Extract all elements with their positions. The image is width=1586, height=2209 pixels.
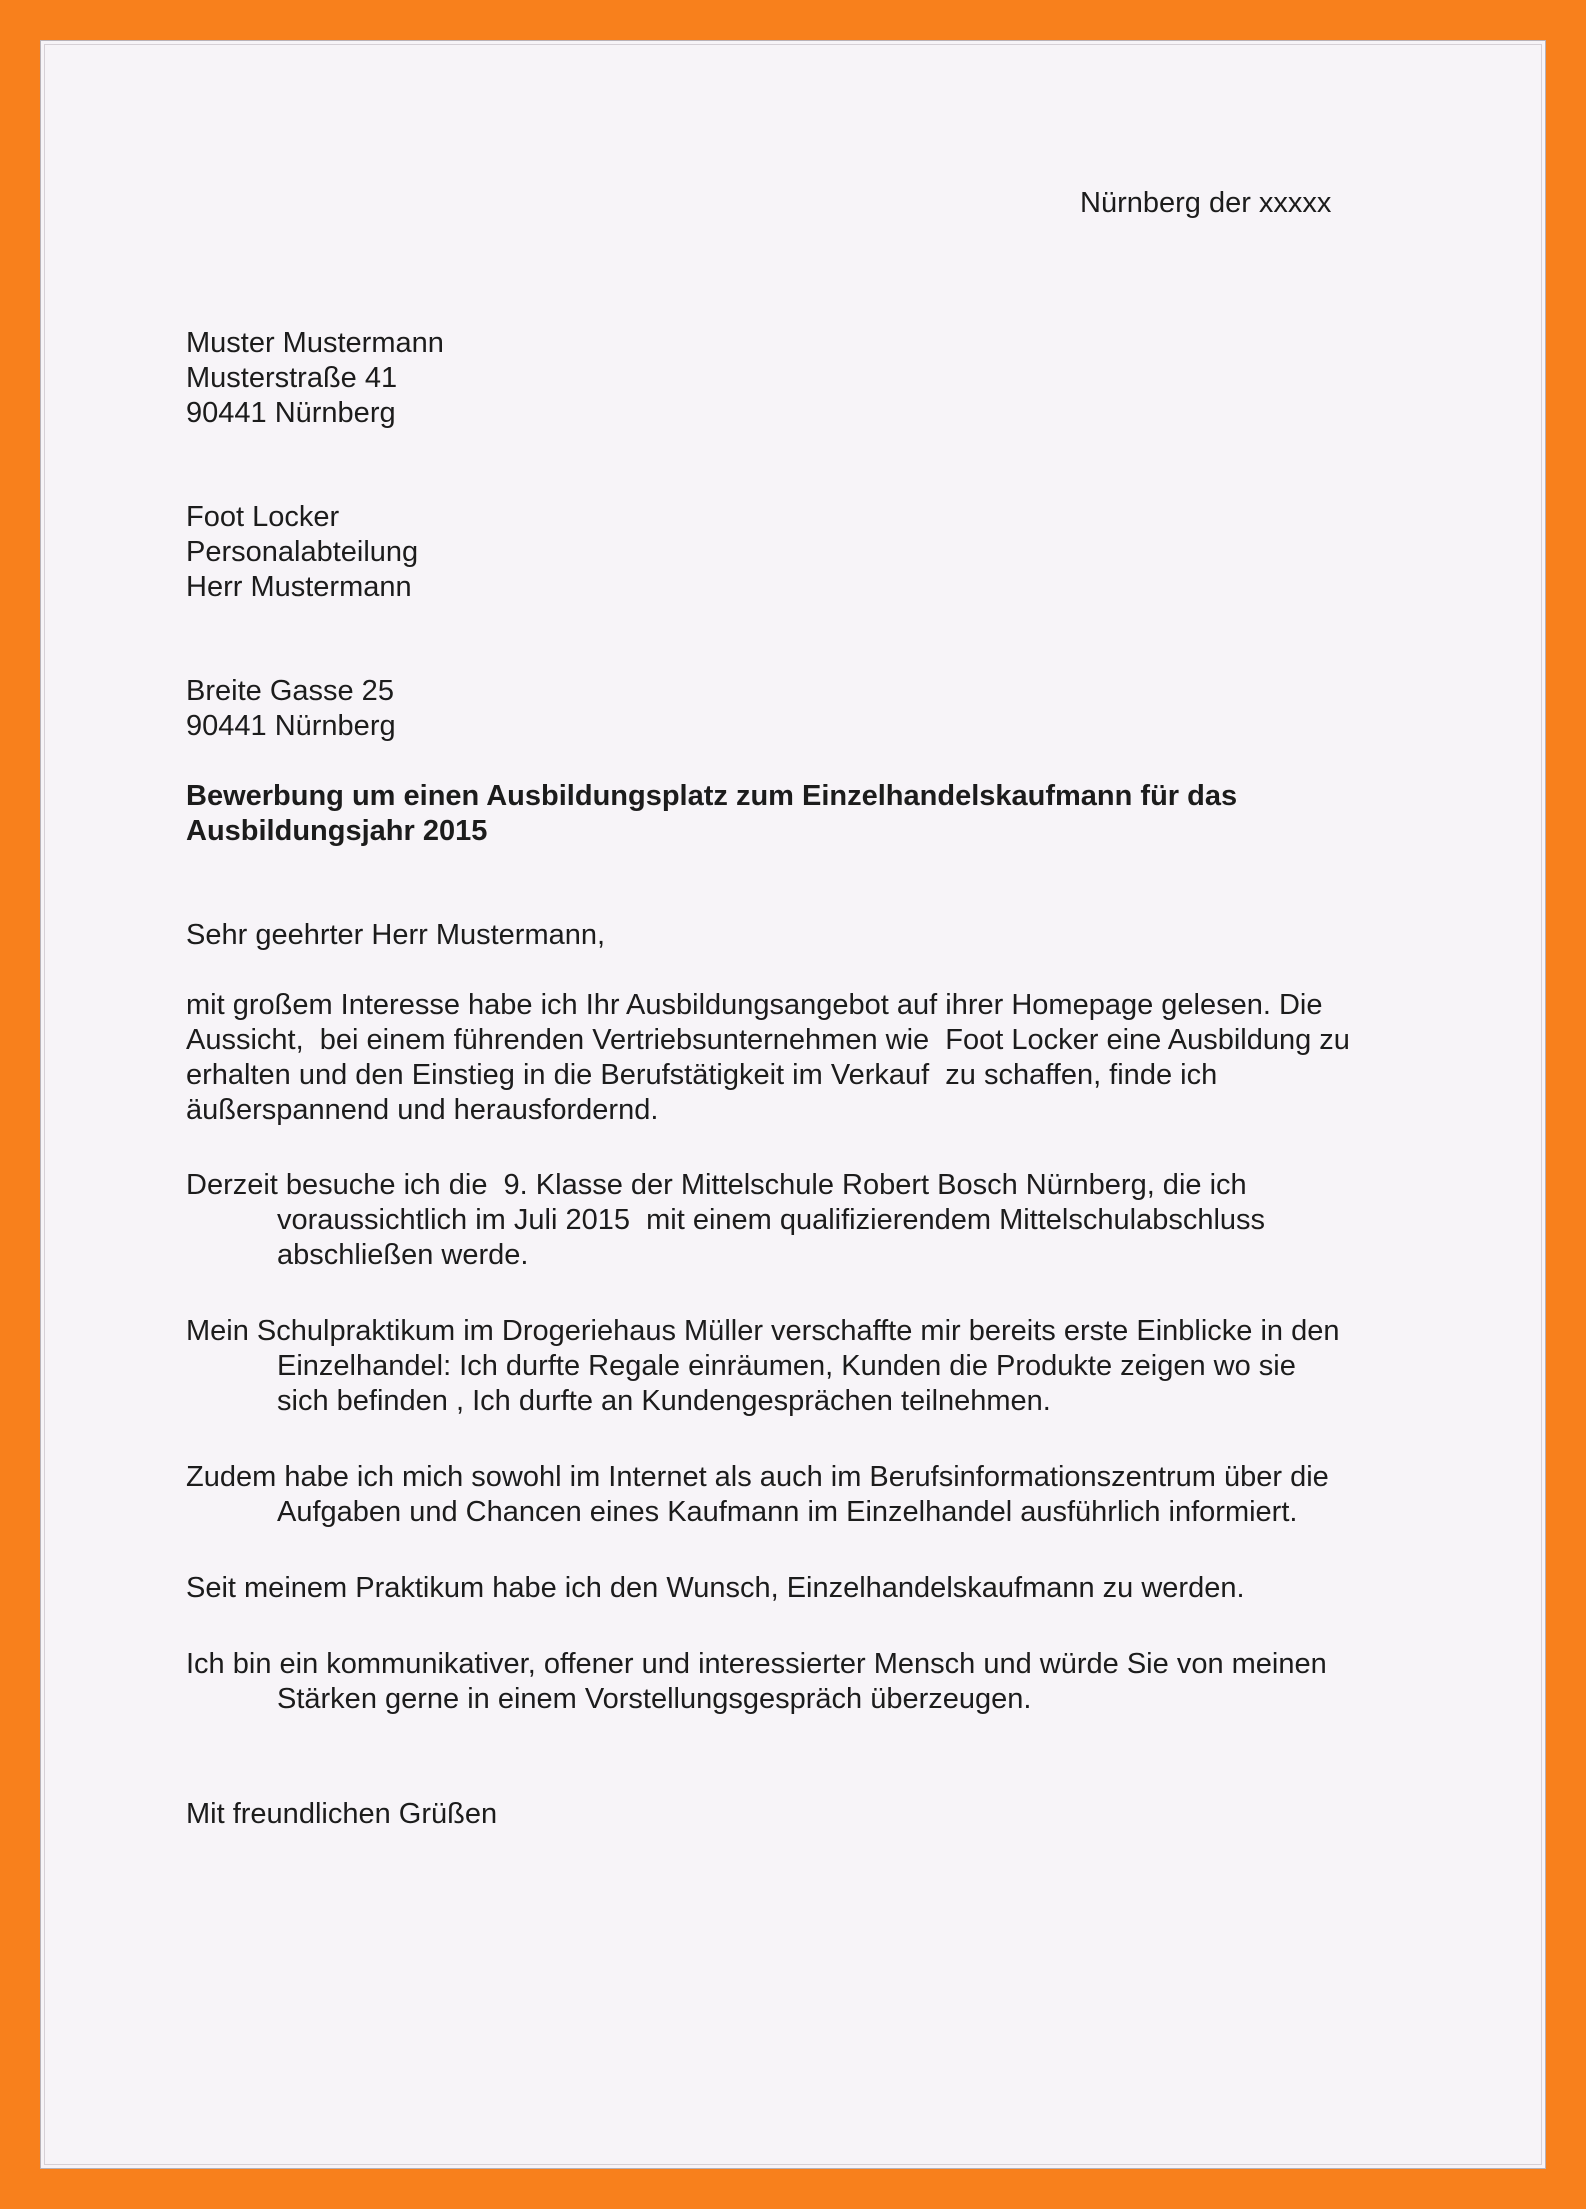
paragraph4-line: Zudem habe ich mich sowohl im Internet als auch im Berufsinformationszentrum über die bbox=[186, 1461, 1329, 1493]
sender-city: 90441 Nürnberg bbox=[186, 397, 396, 429]
subject-line-1: Bewerbung um einen Ausbildungsplatz zum Einzelhandelskaufmann für das bbox=[186, 780, 1238, 812]
paragraph3-line: sich befinden , Ich durfte an Kundengesprächen teilnehmen. bbox=[277, 1385, 1051, 1417]
paragraph3-line: Mein Schulpraktikum im Drogeriehaus Müller verschaffte mir bereits erste Einblicke in den bbox=[186, 1315, 1340, 1347]
paragraph3-line: Einzelhandel: Ich durfte Regale einräumen, Kunden die Produkte zeigen wo sie bbox=[277, 1350, 1296, 1382]
recipient-company: Foot Locker bbox=[186, 501, 340, 533]
salutation: Sehr geehrter Herr Mustermann, bbox=[186, 919, 606, 951]
sender-street: Musterstraße 41 bbox=[186, 362, 398, 394]
subject-line-2: Ausbildungsjahr 2015 bbox=[186, 815, 488, 847]
recipient-city: 90441 Nürnberg bbox=[186, 710, 396, 742]
closing: Mit freundlichen Grüßen bbox=[186, 1798, 498, 1830]
paragraph1-line: erhalten und den Einstieg in die Berufstätigkeit im Verkauf zu schaffen, finde ich bbox=[186, 1059, 1218, 1091]
paragraph1-line: mit großem Interesse habe ich Ihr Ausbildungsangebot auf ihrer Homepage gelesen. Die bbox=[186, 989, 1323, 1021]
paragraph5-line: Seit meinem Praktikum habe ich den Wunsch, Einzelhandelskaufmann zu werden. bbox=[186, 1572, 1245, 1604]
paragraph6-line: Stärken gerne in einem Vorstellungsgespräch überzeugen. bbox=[277, 1683, 1032, 1715]
recipient-contact: Herr Mustermann bbox=[186, 571, 412, 603]
paragraph6-line: Ich bin ein kommunikativer, offener und interessierter Mensch und würde Sie von meinen bbox=[186, 1648, 1327, 1680]
recipient-street: Breite Gasse 25 bbox=[186, 675, 394, 707]
paragraph2-line: Derzeit besuche ich die 9. Klasse der Mittelschule Robert Bosch Nürnberg, die ich bbox=[186, 1169, 1247, 1201]
paragraph4-line: Aufgaben und Chancen eines Kaufmann im Einzelhandel ausführlich informiert. bbox=[277, 1496, 1298, 1528]
paragraph2-line: abschließen werde. bbox=[277, 1239, 529, 1271]
paragraph2-line: voraussichtlich im Juli 2015 mit einem qualifizierendem Mittelschulabschluss bbox=[277, 1204, 1266, 1236]
recipient-department: Personalabteilung bbox=[186, 536, 419, 568]
paragraph1-line: Aussicht, bei einem führenden Vertriebsunternehmen wie Foot Locker eine Ausbildung zu bbox=[186, 1024, 1350, 1056]
sender-name: Muster Mustermann bbox=[186, 327, 444, 359]
paragraph1-line: äußerspannend und herausfordernd. bbox=[186, 1094, 659, 1126]
date-line: Nürnberg der xxxxx bbox=[1080, 187, 1332, 219]
